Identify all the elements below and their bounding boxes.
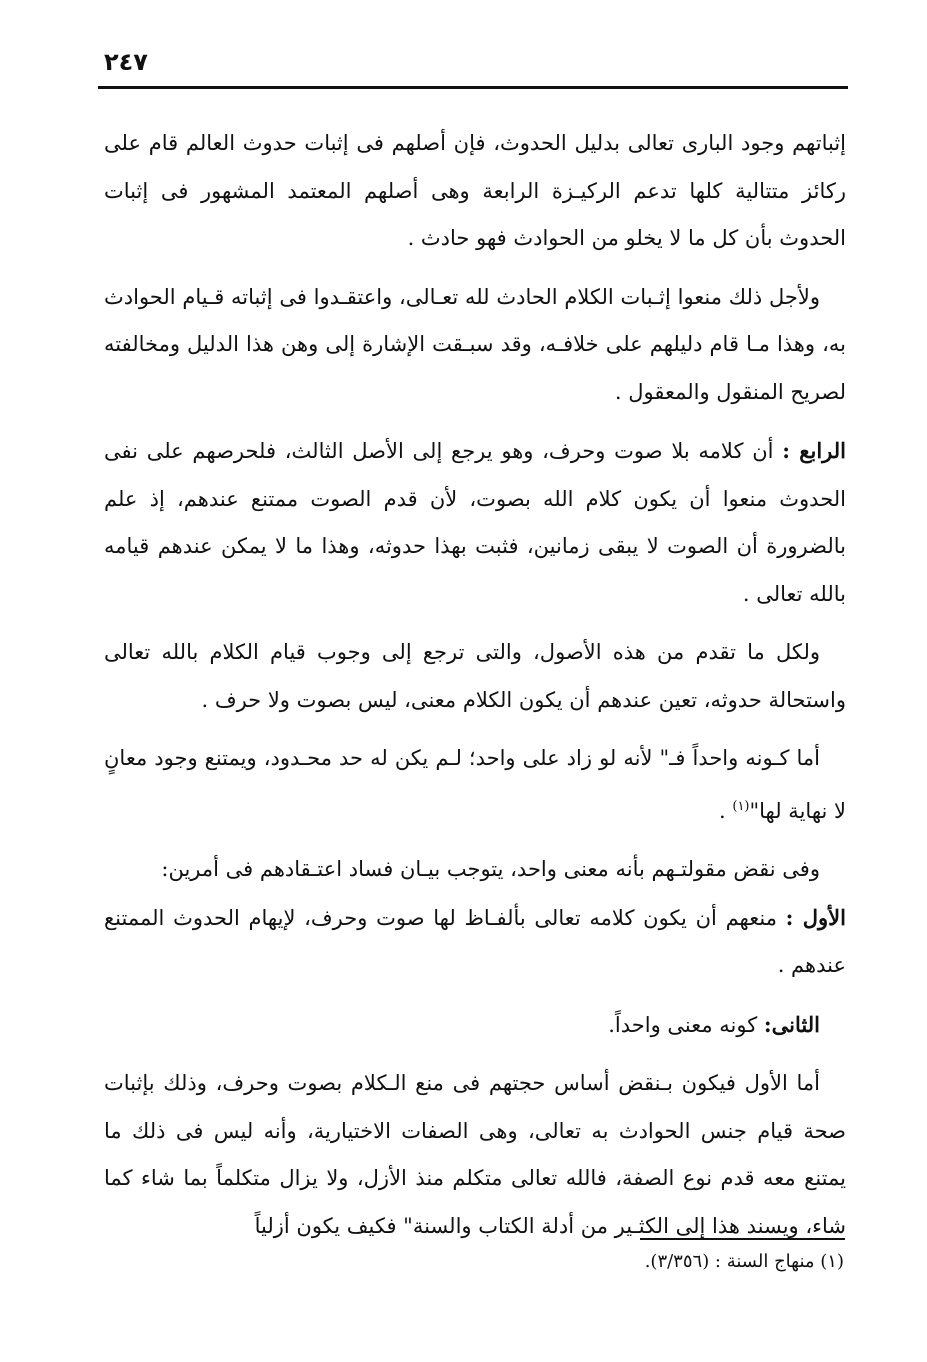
footnote-ref: (١)	[732, 798, 750, 814]
paragraph-9	[104, 1060, 846, 1250]
paragraph-6	[104, 846, 846, 894]
body-text	[104, 120, 846, 1261]
paragraph-7-text: منعهم أن يكون كلامه تعالى بألفـاظ لها صوت وحرف، لإيهام الحدوث الممتنع عندهم .	[104, 905, 846, 977]
paragraph-3-lead: الرابع :	[782, 438, 846, 463]
paragraph-7-lead: الأول :	[785, 904, 846, 930]
paragraph-6-text: وفى نقض مقولتـهم بأنه معنى واحد، يتوجب بيـان فساد اعتـقادهم فى أمرين:	[161, 857, 820, 881]
paragraph-1	[104, 120, 846, 263]
paragraph-2	[104, 274, 846, 417]
paragraph-7	[104, 894, 846, 990]
paragraph-1-text: إثباتهم وجود البارى تعالى بدليل الحدوث، فإن أصلهم فى إثبات حدوث العالم قام على ركائز متتالية كلها تدعم الركيـزة الرابعة وهى أصلهم المعتمد المشهور فى إثبات الحدوث بأن كل ما لا يخلو من الحوادث فهو حادث .	[104, 131, 846, 250]
paragraph-3	[104, 427, 846, 618]
paragraph-9-text: أما الأول فيكون بـنقض أساس حجتهم فى منع الـكلام بصوت وحرف، وذلك بإثبات صحة قيام جنس الحوادث به تعالى، وهى الصفات الاختيارية، وأنه ليس فى ذلك ما يمتنع معه قدم نوع الصفة، فالله تعالى متكلم منذ الأزل، ولا يزال متكلماً بما شاء كما شاء، ويسند هذا إلى الكثـير من أدلة الكتاب والسنة" فكيف يكون أزلياً	[104, 1071, 846, 1238]
header-rule	[98, 86, 848, 89]
paragraph-5-tail: .	[719, 798, 733, 823]
page-number: ٢٤٧	[104, 48, 148, 76]
paragraph-4	[104, 629, 846, 724]
footnote: (١) منهاج السنة : (٣/٣٥٦).	[644, 1251, 844, 1272]
footnote-rule	[640, 1238, 845, 1240]
paragraph-2-text: ولأجل ذلك منعوا إثـبات الكلام الحادث لله تعـالى، واعتقـدوا فى إثباته قـيام الحوادث به، وهذا مـا قام دليلهم على خلافـه، وقد سبـقت الإشارة إلى وهن هذا الدليل ومخالفته لصريح المنقول والمعقول .	[104, 284, 846, 404]
paragraph-5	[104, 735, 846, 835]
paragraph-5-text: أما كـونه واحداً فـ" لأنه لو زاد على واحد؛ لـم يكن له حد محـدود، ويمتنع وجود معانٍ لا نهاية لها"	[104, 746, 846, 823]
paragraph-3-text: أن كلامه بلا صوت وحرف، وهو يرجع إلى الأصل الثالث، فلحرصهم على نفى الحدوث منعوا أن يكون كلام الله بصوت، لأن قدم الصوت ممتنع عندهم، إذ علم بالضرورة أن الصوت لا يبقى زمانين، فثبت بهذا حدوثه، وهذا ما لا يمكن عندهم قيامه بالله تعالى .	[104, 439, 846, 606]
paragraph-8-lead: الثانى:	[763, 1011, 820, 1037]
paragraph-8	[104, 1001, 846, 1050]
paragraph-4-text: ولكل ما تقدم من هذه الأصول، والتى ترجع إلى وجوب قيام الكلام بالله تعالى واستحالة حدوثه، تعين عندهم أن يكون الكلام معنى، ليس بصوت ولا حرف .	[104, 640, 846, 712]
paragraph-8-text: كونه معنى واحداً.	[608, 1012, 764, 1037]
